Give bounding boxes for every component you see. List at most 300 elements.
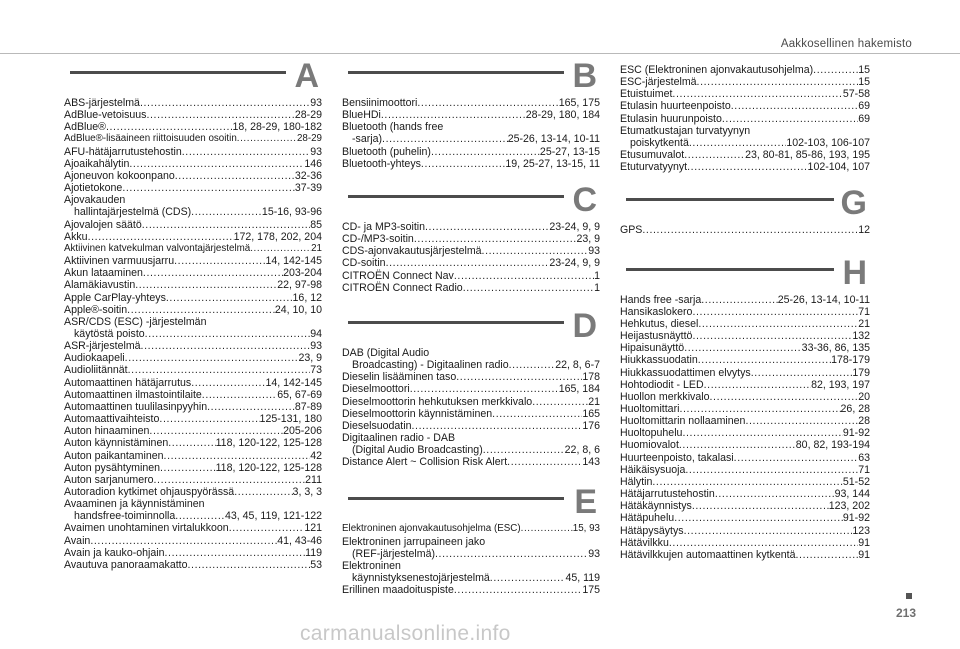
index-entry-term: Audioliitännät [64, 364, 128, 377]
index-entry-pages: 125-131, 180 [259, 413, 322, 426]
dot-leader [154, 474, 306, 486]
index-entry [342, 233, 600, 245]
index-entry [64, 340, 322, 352]
index-entry-term: Huollon merkkivalo [620, 390, 710, 403]
index-entry [620, 537, 870, 549]
index-entry-term: Hätäjarrutustehostin [620, 488, 715, 501]
index-entry-term: GPS [620, 224, 643, 237]
index-section [620, 64, 870, 173]
dot-leader [421, 158, 505, 170]
index-entry-term: Ajoneuvon kokoonpano [64, 169, 175, 182]
index-entry-term: Huomiovalot [620, 439, 679, 452]
index-entry-term: Hätäkäynnistys [620, 500, 692, 513]
index-entry-pages: 57-58 [842, 88, 870, 101]
index-entry-term: Apple®-soitin [64, 303, 128, 316]
dot-leader [106, 121, 233, 133]
index-entry [620, 367, 870, 379]
index-entry [620, 149, 870, 161]
dot-leader [454, 270, 594, 282]
index-entry-term: käynnistyksenestojärjestelmä [352, 572, 490, 585]
index-entry-term: Huoltomittari [620, 402, 680, 415]
index-entry-pages: 94 [310, 327, 322, 340]
index-entry [64, 377, 322, 389]
index-entry-pages: 15-16, 93-96 [261, 206, 322, 219]
index-entry-pages: 93 [588, 245, 600, 258]
index-entry-term: Etulasin huurunpoisto [620, 112, 722, 125]
index-entry [64, 121, 322, 133]
index-entry-term: Aktiivinen katvekulman valvontajärjestelmä [64, 242, 251, 254]
index-entry [620, 476, 870, 488]
index-entry [342, 396, 600, 408]
dot-leader [159, 413, 259, 425]
index-entry [342, 584, 600, 596]
dot-leader [146, 109, 294, 121]
index-entry-term: Huurteenpoisto, takalasi [620, 451, 734, 464]
section-header [342, 483, 600, 523]
index-entry-pages: 63 [858, 451, 870, 464]
index-entry [64, 109, 322, 121]
section-divider-bar [348, 321, 564, 324]
index-entry-term: (Digital Audio Broadcasting) [352, 444, 483, 457]
index-entry-term: Hätäpysäytys [620, 524, 684, 537]
index-entry-term: Etuturvatyynyt [620, 161, 688, 174]
index-column-2 [342, 57, 600, 597]
index-entry [620, 379, 870, 391]
index-entry [64, 158, 322, 170]
index-entry-pages: 22, 8, 6-7 [555, 359, 600, 372]
index-entry-term: Huoltomittarin nollaaminen [620, 415, 746, 428]
section-divider-bar [348, 71, 564, 74]
index-entry [620, 354, 870, 366]
index-entry-pages: 25-26, 13-14, 10-11 [507, 133, 600, 146]
index-entry-pages: 175 [582, 584, 600, 597]
index-entry-term: Auton sarjanumero [64, 473, 154, 486]
dot-leader [751, 367, 853, 379]
index-entry [342, 257, 600, 269]
dot-leader [483, 444, 565, 456]
dot-leader [745, 415, 858, 427]
dot-leader [127, 304, 275, 316]
index-entry-pages: 33-36, 86, 135 [801, 342, 870, 355]
index-entry-list [64, 97, 322, 571]
index-entry [620, 318, 870, 330]
index-entry-list [620, 64, 870, 173]
dot-leader [698, 318, 858, 330]
index-entry-pages: 118, 120-122, 125-128 [215, 461, 322, 474]
index-entry-term: Akku [64, 230, 88, 243]
index-entry-pages: 203-204 [283, 267, 322, 280]
index-entry-pages: 91 [858, 536, 870, 549]
index-entry [342, 383, 600, 395]
index-entry-term: AdBlue®-lisäaineen riittoisuuden osoitin [64, 133, 237, 145]
index-entry-term: Dieselsuodatin [342, 419, 412, 432]
index-entry-term: Auton pysähtyminen [64, 461, 160, 474]
index-entry-term: Hätäpuhelu [620, 512, 675, 525]
dot-leader [414, 233, 577, 245]
index-entry [64, 559, 322, 571]
dot-leader [679, 439, 796, 451]
index-entry-pages: 93 [310, 340, 322, 353]
index-entry-term: Ajovalojen säätö [64, 218, 142, 231]
index-entry-pages: 14, 142-145 [265, 376, 322, 389]
index-entry [620, 427, 870, 439]
index-entry-term: Erillinen maadoituspiste [342, 584, 454, 597]
index-entry-term: Auton käynnistäminen [64, 437, 169, 450]
index-entry-pages: 21 [311, 242, 322, 254]
index-entry-list [342, 347, 600, 469]
index-entry [620, 452, 870, 464]
dot-leader [697, 76, 859, 88]
index-entry-pages: 73 [310, 364, 322, 377]
section-letter: B [572, 57, 597, 95]
index-entry-term: käytöstä poisto [74, 327, 145, 340]
dot-leader [182, 146, 310, 158]
dot-leader [684, 525, 853, 537]
dot-leader [142, 219, 310, 231]
dot-leader [463, 282, 594, 294]
index-entry-pages: 176 [582, 419, 600, 432]
index-entry-term: hallintajärjestelmä (CDS) [74, 206, 192, 219]
index-entry [342, 221, 600, 233]
index-entry-term: Dieselmoottorin hehkutuksen merkkivalo [342, 395, 533, 408]
dot-leader [674, 512, 843, 524]
index-section [342, 306, 600, 469]
header-divider [0, 53, 960, 54]
index-entry [342, 444, 600, 456]
index-entry-list [620, 294, 870, 561]
dot-leader [88, 231, 234, 243]
index-entry-pages: 51-52 [842, 475, 870, 488]
index-entry-term: CD- ja MP3-soitin [342, 220, 426, 233]
dot-leader [796, 549, 859, 561]
index-entry-pages: 28-29 [296, 133, 322, 145]
section-divider-bar [348, 497, 564, 500]
index-entry [342, 456, 600, 468]
index-entry-pages: 42 [310, 449, 322, 462]
index-entry-pages: 15, 93 [572, 523, 600, 535]
index-entry [342, 408, 600, 420]
index-entry [620, 439, 870, 451]
index-section [342, 483, 600, 597]
watermark-text: carmanualsonline.info [300, 622, 511, 645]
index-entry-term: AdBlue-vetoisuus [64, 109, 147, 122]
section-header [342, 57, 600, 97]
index-entry [64, 413, 322, 425]
index-entry [342, 359, 600, 371]
index-entry-pages: 123 [852, 524, 870, 537]
index-entry-term: Broadcasting) - Digitaalinen radio [352, 359, 509, 372]
index-entry [620, 391, 870, 403]
index-entry-pages: 165, 175 [558, 97, 600, 109]
dot-leader [165, 547, 306, 559]
index-entry-heading: Bluetooth (hands free [342, 121, 444, 134]
index-entry-term: -sarja) [352, 133, 383, 146]
index-entry-list [342, 221, 600, 294]
index-entry-list [620, 224, 870, 236]
dot-leader [135, 279, 277, 291]
index-entry [620, 306, 870, 318]
index-entry [64, 133, 322, 145]
index-entry-pages: 132 [852, 330, 870, 343]
dot-leader [417, 97, 558, 109]
index-entry-term: handsfree-toiminnolla [74, 510, 176, 523]
dot-leader [652, 476, 843, 488]
index-entry-pages: 43, 45, 119, 121-122 [225, 510, 322, 523]
index-entry-term: Etusumuvalot [620, 149, 685, 162]
dot-leader [149, 425, 283, 437]
index-entry-pages: 28-29, 180, 184 [525, 109, 600, 122]
index-entry-pages: 25-26, 13-14, 10-11 [777, 293, 870, 306]
index-entry-pages: 69 [858, 100, 870, 113]
index-entry-term: Dieselmoottori [342, 383, 410, 396]
dot-leader [642, 224, 858, 236]
index-entry [64, 279, 322, 291]
index-entry-pages: 22, 8, 6 [564, 444, 600, 457]
index-entry-pages: 23-24, 9, 9 [549, 257, 600, 270]
index-entry-pages: 80, 82, 193-194 [795, 439, 870, 452]
index-entry-pages: 23, 9 [298, 352, 322, 365]
index-entry [620, 330, 870, 342]
index-entry-term: Hätävilkku [620, 536, 669, 549]
index-entry [342, 133, 600, 145]
section-letter: A [294, 57, 319, 95]
section-letter: D [572, 306, 597, 345]
index-entry-pages: 69 [858, 112, 870, 125]
index-entry [64, 182, 322, 194]
dot-leader [160, 462, 216, 474]
index-entry-pages: 14, 142-145 [265, 255, 322, 268]
index-entry-pages: 23, 80-81, 85-86, 193, 195 [745, 149, 870, 162]
index-entry-heading: Digitaalinen radio - DAB [342, 431, 456, 444]
dot-leader [381, 109, 526, 121]
section-divider-bar [348, 195, 564, 198]
index-entry-pages: 205-206 [283, 425, 322, 438]
index-entry [64, 401, 322, 413]
dot-leader [698, 354, 831, 366]
dot-leader [412, 420, 583, 432]
index-entry-heading: DAB (Digital Audio [342, 346, 430, 359]
section-letter: C [572, 180, 597, 219]
index-entry-pages: 41, 43-46 [277, 534, 322, 547]
index-entry-pages: 18, 28-29, 180-182 [232, 121, 322, 134]
index-entry-term: Autoradion kytkimet ohjauspyörässä [64, 486, 235, 498]
dot-leader [715, 488, 835, 500]
index-entry-term: Automaattinen tuulilasinpyyhin [64, 400, 208, 413]
dot-leader [532, 396, 588, 408]
section-divider-bar [70, 71, 286, 74]
index-entry-term: Häikäisysuoja [620, 463, 686, 476]
index-entry-pages: 93 [310, 145, 322, 158]
index-entry [64, 425, 322, 437]
index-entry-term: CD-soitin [342, 257, 386, 270]
index-entry-term: Hiukkassuodatin [620, 354, 698, 367]
index-entry-term: CITROËN Connect Radio [342, 281, 463, 294]
index-entry [620, 549, 870, 561]
index-entry-term: Avautuva panoraamakatto [64, 558, 188, 571]
index-entry [64, 352, 322, 364]
index-entry [620, 403, 870, 415]
section-header [620, 184, 870, 224]
section-letter: E [574, 483, 597, 522]
dot-leader [701, 294, 777, 306]
dot-leader [682, 427, 842, 439]
dot-leader [168, 437, 215, 449]
dot-leader [175, 510, 225, 522]
dot-leader [731, 100, 858, 112]
index-entry-list [342, 97, 600, 170]
index-entry-pages: 211 [305, 473, 322, 486]
index-entry-term: Avain [64, 534, 91, 547]
index-entry-pages: 93 [588, 547, 600, 560]
index-entry-term: CD-/MP3-soitin [342, 233, 414, 246]
index-entry-term: Auton paikantaminen [64, 449, 164, 462]
dot-leader [234, 486, 292, 498]
index-entry-term: Bluetooth (puhelin) [342, 145, 431, 158]
index-entry [620, 464, 870, 476]
index-entry-pages: 93 [310, 97, 322, 109]
index-entry-term: ASR-järjestelmä [64, 340, 141, 353]
index-entry-term: Avain ja kauko-ohjain [64, 546, 165, 559]
index-entry [64, 510, 322, 522]
index-entry [342, 158, 600, 170]
index-entry-pages: 28-29 [294, 109, 322, 122]
section-header [620, 253, 870, 294]
index-entry-term: Ajotietokone [64, 182, 123, 195]
index-entry [620, 525, 870, 537]
index-entry [64, 522, 322, 534]
index-entry [64, 231, 322, 243]
dot-leader [722, 113, 858, 125]
index-entry [64, 450, 322, 462]
index-entry-pages: 32-36 [294, 169, 322, 182]
index-entry [64, 547, 322, 559]
dot-leader [687, 161, 807, 173]
index-entry [64, 486, 322, 498]
index-entry [64, 292, 322, 304]
index-entry-term: Dieselin lisääminen taso [342, 371, 457, 384]
index-entry-term: ESC (Elektroninen ajonvakautusohjelma) [620, 64, 814, 76]
index-entry-pages: 91-92 [842, 427, 870, 440]
dot-leader [692, 500, 829, 512]
index-entry-term: Hohtodiodit - LED [620, 378, 704, 391]
index-entry-pages: 1 [594, 269, 600, 282]
dot-leader [90, 535, 277, 547]
index-entry [64, 243, 322, 255]
index-entry-pages: 22, 97-98 [277, 279, 322, 292]
index-entry [620, 100, 870, 112]
index-entry-pages: 71 [858, 463, 870, 476]
dot-leader [250, 243, 311, 255]
dot-leader [689, 137, 786, 149]
index-entry-term: poiskytkentä [630, 136, 689, 149]
dot-leader [492, 408, 582, 420]
index-entry-pages: 172, 178, 202, 204 [233, 230, 322, 243]
index-entry-term: Distance Alert ~ Collision Risk Alert [342, 456, 508, 469]
index-entry-term: Huoltopuhelu [620, 427, 683, 440]
index-entry-pages: 19, 25-27, 13-15, 11 [505, 157, 600, 170]
index-entry-term: Avaimen unohtaminen virtalukkoon [64, 522, 229, 535]
dot-leader [431, 146, 540, 158]
index-entry-term: Etulasin huurteenpoisto [620, 100, 731, 113]
index-entry-pages: 179 [852, 366, 870, 379]
section-header [64, 57, 322, 97]
index-entry-heading: Ajovakauden [64, 194, 126, 207]
index-entry-term: AFU-hätäjarrutustehostin [64, 145, 182, 158]
index-entry-pages: 146 [304, 157, 322, 170]
dot-leader [692, 306, 858, 318]
index-entry-term: Elektroninen ajonvakautusohjelma (ESC) [342, 523, 521, 535]
dot-leader [187, 559, 310, 571]
index-entry-heading: Etumatkustajan turvatyynyn [620, 124, 751, 137]
index-entry [342, 97, 600, 109]
index-entry-term: AdBlue® [64, 121, 106, 134]
index-entry-heading: Elektroninen jarrupaineen jako [342, 535, 486, 548]
index-entry [342, 270, 600, 282]
index-entry-pages: 20 [858, 390, 870, 403]
dot-leader [128, 364, 311, 376]
dot-leader [125, 352, 299, 364]
index-entry-pages: 165 [582, 407, 600, 420]
index-section [620, 184, 870, 237]
dot-leader [509, 359, 556, 371]
index-entry-term: Dieselmoottorin käynnistäminen [342, 407, 493, 420]
section-header [342, 306, 600, 347]
index-entry-pages: 15 [858, 64, 870, 76]
index-entry-pages: 123, 202 [828, 500, 870, 513]
index-entry-term: Automaattivaihteisto [64, 413, 160, 426]
index-entry-pages: 91 [858, 548, 870, 561]
index-entry [620, 64, 870, 76]
dot-leader [425, 221, 549, 233]
index-entry-pages: 26, 28 [840, 402, 870, 415]
dot-leader [521, 523, 573, 535]
index-entry [64, 170, 322, 182]
index-entry [342, 146, 600, 158]
index-entry [342, 572, 600, 584]
index-entry-term: ABS-järjestelmä [64, 97, 140, 109]
dot-leader [202, 389, 277, 401]
dot-leader [704, 379, 811, 391]
index-entry [64, 437, 322, 449]
index-entry [620, 500, 870, 512]
index-entry-pages: 165, 184 [558, 383, 600, 396]
index-column-3 [620, 64, 870, 561]
section-divider-bar [626, 198, 834, 201]
dot-leader [382, 133, 508, 145]
dot-leader [456, 371, 582, 383]
index-entry-term: Bensiinimoottori [342, 97, 418, 109]
index-entry-term: Audiokaapeli [64, 352, 125, 365]
index-entry [342, 371, 600, 383]
dot-leader [166, 292, 293, 304]
index-entry-pages: 93, 144 [834, 488, 870, 501]
page-number: 213 [895, 606, 916, 620]
page-header-title: Aakkosellinen hakemisto [780, 38, 912, 50]
dot-leader [692, 330, 852, 342]
index-entry [620, 76, 870, 88]
index-entry-pages: 25-27, 13-15 [539, 145, 600, 158]
index-entry [620, 488, 870, 500]
index-entry [64, 462, 322, 474]
index-entry-pages: 102-103, 106-107 [786, 136, 870, 149]
index-entry-term: Hätävilkkujen automaattinen kytkentä [620, 548, 796, 561]
index-entry [64, 474, 322, 486]
index-entry-pages: 121 [304, 522, 322, 535]
dot-leader [207, 401, 295, 413]
index-entry-pages: 65, 67-69 [277, 388, 322, 401]
dot-leader [237, 133, 297, 145]
index-entry [64, 206, 322, 218]
